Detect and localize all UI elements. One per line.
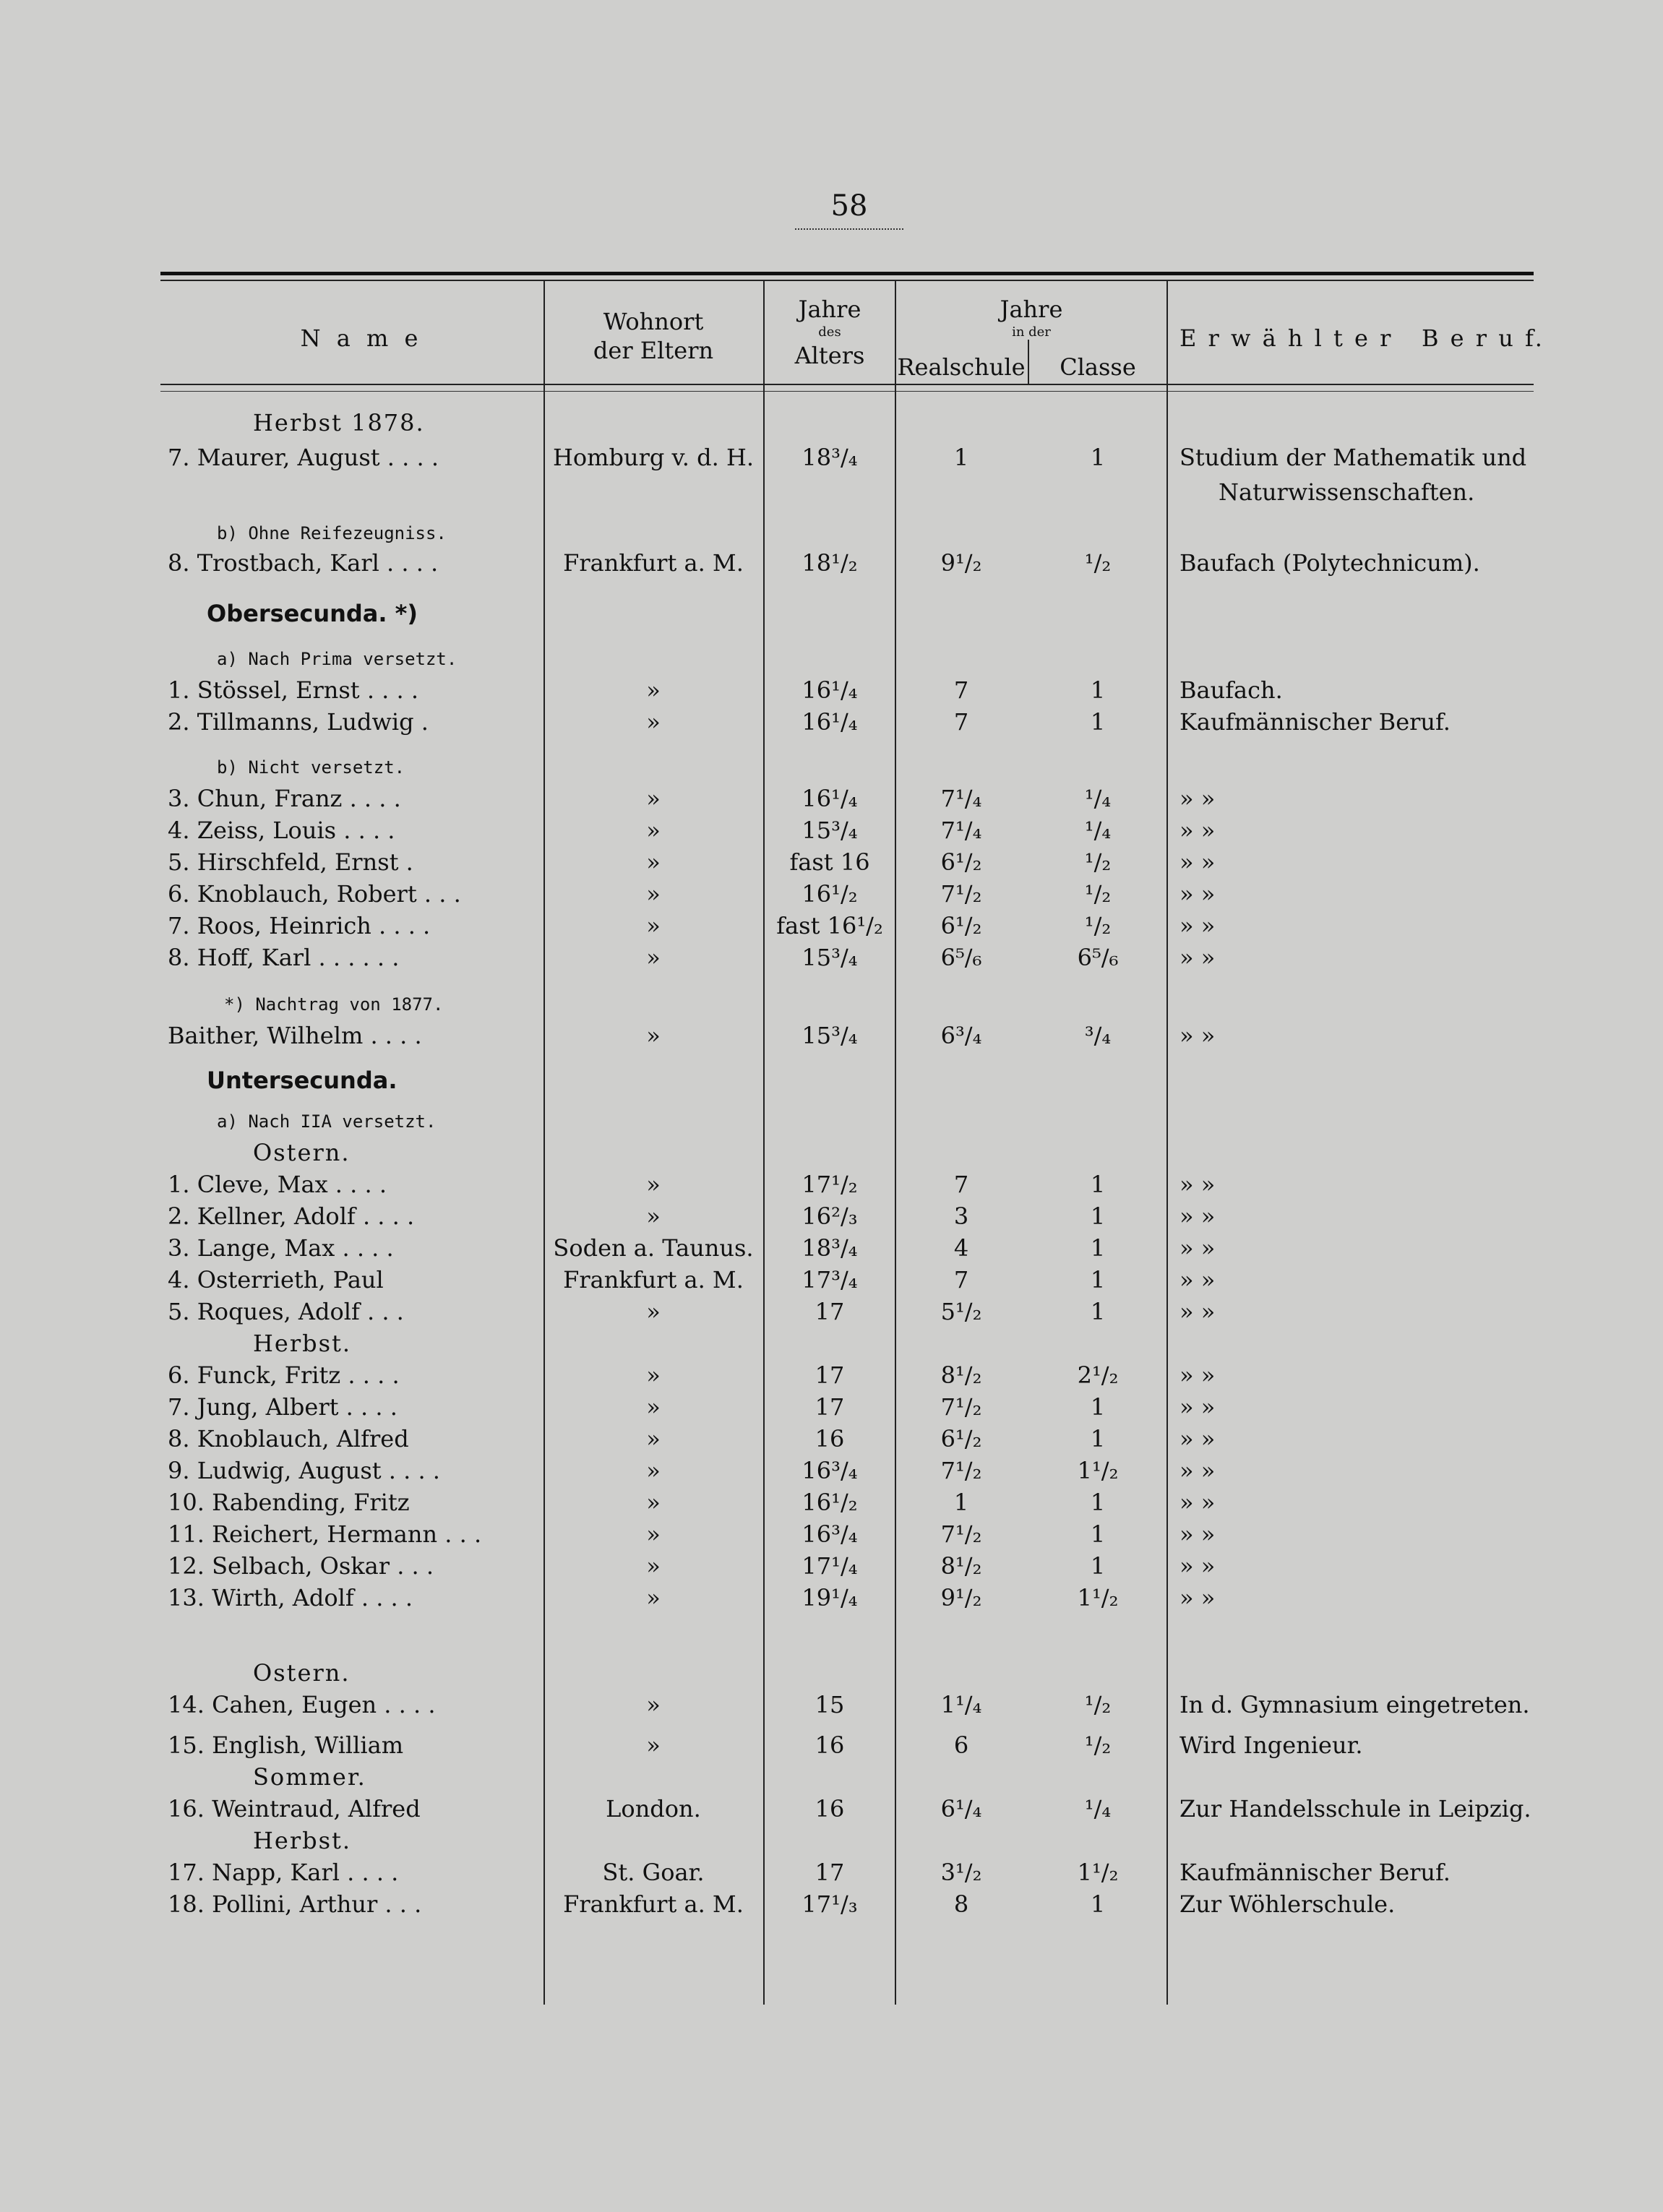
parents-residence: » xyxy=(646,848,661,876)
parents-residence: » xyxy=(646,1022,661,1049)
years-in-realschule: 6¹/₂ xyxy=(940,848,982,876)
years-in-realschule: 7 xyxy=(953,676,969,704)
years-in-class: 1 xyxy=(1090,1202,1106,1230)
years-in-realschule: 4 xyxy=(953,1234,969,1262)
chosen-profession: » » xyxy=(1179,785,1216,812)
table-row xyxy=(0,1584,1663,1616)
section-title: Obersecunda. *) xyxy=(207,600,418,627)
student-name: 13. Wirth, Adolf . . . . xyxy=(168,1584,413,1611)
header-name: N a m e xyxy=(300,324,423,352)
subsection-label: *) Nachtrag von 1877. xyxy=(224,994,444,1015)
season-label: Ostern. xyxy=(253,1139,351,1166)
student-name: 3. Chun, Franz . . . . xyxy=(168,785,401,812)
chosen-profession: » » xyxy=(1179,1298,1216,1325)
age-years: 16¹/₄ xyxy=(802,785,858,812)
age-years: 17³/₄ xyxy=(802,1266,858,1294)
age-years: 17 xyxy=(815,1393,845,1421)
age-years: 17 xyxy=(815,1361,845,1389)
student-name: 17. Napp, Karl . . . . xyxy=(168,1859,399,1886)
subsection-heading xyxy=(0,990,1663,1022)
chosen-profession: » » xyxy=(1179,912,1216,939)
table-row xyxy=(0,1202,1663,1234)
years-in-class: 1 xyxy=(1090,1425,1106,1453)
student-name: 1. Cleve, Max . . . . xyxy=(168,1171,387,1198)
years-in-realschule: 9¹/₂ xyxy=(940,1584,982,1611)
student-name: 11. Reichert, Hermann . . . xyxy=(168,1520,482,1548)
table-row xyxy=(0,1266,1663,1298)
student-name: 4. Zeiss, Louis . . . . xyxy=(168,817,395,844)
table-row xyxy=(0,549,1663,581)
years-in-class: 1 xyxy=(1090,1266,1106,1294)
table-row xyxy=(0,817,1663,848)
section-heading xyxy=(0,600,1663,632)
table-row xyxy=(0,1298,1663,1330)
parents-residence: » xyxy=(646,1584,661,1611)
years-in-class: ¹/₂ xyxy=(1084,912,1112,939)
chosen-profession: » » xyxy=(1179,1552,1216,1580)
header-classe: Classe xyxy=(1060,353,1136,381)
age-years: 16 xyxy=(815,1795,845,1822)
years-in-realschule: 3¹/₂ xyxy=(940,1859,982,1886)
years-in-class: 1¹/₂ xyxy=(1077,1584,1119,1611)
parents-residence: » xyxy=(646,912,661,939)
parents-residence: Frankfurt a. M. xyxy=(563,549,744,577)
chosen-profession: » » xyxy=(1179,1520,1216,1548)
table-row xyxy=(0,1552,1663,1584)
years-in-class: 1¹/₂ xyxy=(1077,1859,1119,1886)
student-name: 7. Maurer, August . . . . xyxy=(168,444,439,471)
student-name: 9. Ludwig, August . . . . xyxy=(168,1457,440,1484)
years-in-class: ¹/₄ xyxy=(1084,1795,1112,1822)
age-years: 16³/₄ xyxy=(802,1457,858,1484)
years-in-class: 2¹/₂ xyxy=(1077,1361,1119,1389)
student-name: 8. Knoblauch, Alfred xyxy=(168,1425,409,1453)
age-years: 16³/₄ xyxy=(802,1520,858,1548)
season-label: Herbst 1878. xyxy=(253,409,425,436)
parents-residence: » xyxy=(646,1361,661,1389)
years-in-realschule: 7¹/₄ xyxy=(940,817,982,844)
chosen-profession: Zur Handelsschule in Leipzig. xyxy=(1179,1795,1531,1822)
parents-residence: Soden a. Taunus. xyxy=(553,1234,754,1262)
parents-residence: Frankfurt a. M. xyxy=(563,1890,744,1918)
age-years: 18³/₄ xyxy=(802,444,858,471)
age-years: 17¹/₄ xyxy=(802,1552,858,1580)
table-row xyxy=(0,1361,1663,1393)
season-heading xyxy=(0,1763,1663,1795)
season-heading xyxy=(0,409,1663,441)
chosen-profession: » » xyxy=(1179,1022,1216,1049)
student-name: 6. Knoblauch, Robert . . . xyxy=(168,880,461,908)
years-in-class: ¹/₂ xyxy=(1084,549,1112,577)
years-in-realschule: 7 xyxy=(953,708,969,736)
table-row xyxy=(0,1022,1663,1054)
parents-residence: » xyxy=(646,944,661,971)
chosen-profession: Wird Ingenieur. xyxy=(1179,1731,1363,1759)
top-rule xyxy=(160,272,1534,275)
years-in-class: 1 xyxy=(1090,1234,1106,1262)
years-in-realschule: 6¹/₄ xyxy=(940,1795,982,1822)
age-years: 16¹/₂ xyxy=(802,880,858,908)
student-name: 5. Hirschfeld, Ernst . xyxy=(168,848,413,876)
parents-residence: » xyxy=(646,785,661,812)
chosen-profession: » » xyxy=(1179,1457,1216,1484)
parents-residence: » xyxy=(646,708,661,736)
table-row xyxy=(0,676,1663,708)
chosen-profession: Naturwissenschaften. xyxy=(1219,478,1475,506)
subsection-heading xyxy=(0,519,1663,551)
season-heading xyxy=(0,1659,1663,1691)
years-in-class: 1 xyxy=(1090,1489,1106,1516)
header-jahre-alters: Jahre des Alters xyxy=(794,296,865,369)
student-name: 18. Pollini, Arthur . . . xyxy=(168,1890,422,1918)
chosen-profession: » » xyxy=(1179,1266,1216,1294)
years-in-class: ¹/₂ xyxy=(1084,880,1112,908)
chosen-profession: » » xyxy=(1179,1584,1216,1611)
parents-residence: » xyxy=(646,1691,661,1718)
chosen-profession: Zur Wöhlerschule. xyxy=(1179,1890,1396,1918)
parents-residence: » xyxy=(646,1298,661,1325)
table-row-continuation xyxy=(0,478,1663,510)
chosen-profession: » » xyxy=(1179,1489,1216,1516)
subsection-label: a) Nach IIA versetzt. xyxy=(217,1111,437,1132)
header-rule-thin xyxy=(160,391,1534,392)
years-in-realschule: 8 xyxy=(953,1890,969,1918)
years-in-realschule: 5¹/₂ xyxy=(940,1298,982,1325)
table-row xyxy=(0,1890,1663,1922)
student-name: 10. Rabending, Fritz xyxy=(168,1489,410,1516)
years-in-class: 1¹/₂ xyxy=(1077,1457,1119,1484)
age-years: fast 16¹/₂ xyxy=(776,912,883,939)
age-years: 15 xyxy=(815,1691,845,1718)
header-jahre-in-der: Jahre in der xyxy=(1000,296,1063,340)
subsection-heading xyxy=(0,753,1663,785)
age-years: 15³/₄ xyxy=(802,944,858,971)
header-realschule: Realschule xyxy=(897,353,1026,381)
years-in-class: 1 xyxy=(1090,676,1106,704)
chosen-profession: » » xyxy=(1179,1202,1216,1230)
parents-residence: St. Goar. xyxy=(602,1859,705,1886)
table-row xyxy=(0,708,1663,740)
age-years: 17¹/₃ xyxy=(802,1890,858,1918)
student-name: 16. Weintraud, Alfred xyxy=(168,1795,421,1822)
years-in-realschule: 7¹/₂ xyxy=(940,1520,982,1548)
years-in-class: ¹/₄ xyxy=(1084,785,1112,812)
parents-residence: London. xyxy=(606,1795,701,1822)
table-row xyxy=(0,444,1663,475)
years-in-realschule: 7¹/₂ xyxy=(940,1393,982,1421)
chosen-profession: Baufach. xyxy=(1179,676,1283,704)
years-in-realschule: 6³/₄ xyxy=(940,1022,982,1049)
years-in-class: 1 xyxy=(1090,1520,1106,1548)
season-label: Herbst. xyxy=(253,1827,352,1854)
chosen-profession: Baufach (Polytechnicum). xyxy=(1179,549,1480,577)
age-years: 16¹/₂ xyxy=(802,1489,858,1516)
years-in-class: 1 xyxy=(1090,1298,1106,1325)
student-name: 1. Stössel, Ernst . . . . xyxy=(168,676,419,704)
table-row xyxy=(0,1171,1663,1202)
subsection-label: b) Ohne Reifezeugniss. xyxy=(217,523,447,543)
student-name: 15. English, William xyxy=(168,1731,404,1759)
parents-residence: » xyxy=(646,880,661,908)
season-heading xyxy=(0,1139,1663,1171)
subsection-heading xyxy=(0,645,1663,676)
years-in-class: 1 xyxy=(1090,1890,1106,1918)
table-row xyxy=(0,1859,1663,1890)
years-in-realschule: 3 xyxy=(953,1202,969,1230)
chosen-profession: » » xyxy=(1179,1234,1216,1262)
years-in-class: ¹/₂ xyxy=(1084,848,1112,876)
years-in-class: 1 xyxy=(1090,444,1106,471)
years-in-realschule: 1¹/₄ xyxy=(940,1691,982,1718)
years-in-class: ¹/₂ xyxy=(1084,1731,1112,1759)
years-in-realschule: 6¹/₂ xyxy=(940,1425,982,1453)
column-divider-short xyxy=(1028,340,1029,384)
subsection-label: a) Nach Prima versetzt. xyxy=(217,649,457,669)
parents-residence: » xyxy=(646,1731,661,1759)
student-name: 7. Roos, Heinrich . . . . xyxy=(168,912,431,939)
years-in-class: ¹/₂ xyxy=(1084,1691,1112,1718)
table-row xyxy=(0,1234,1663,1266)
student-name: 5. Roques, Adolf . . . xyxy=(168,1298,404,1325)
table-row xyxy=(0,848,1663,880)
table-row xyxy=(0,1520,1663,1552)
chosen-profession: » » xyxy=(1179,1425,1216,1453)
age-years: 19¹/₄ xyxy=(802,1584,858,1611)
student-name: 3. Lange, Max . . . . xyxy=(168,1234,394,1262)
section-title: Untersecunda. xyxy=(207,1067,398,1094)
table-row xyxy=(0,1457,1663,1489)
student-name: 12. Selbach, Oskar . . . xyxy=(168,1552,434,1580)
student-name: 4. Osterrieth, Paul xyxy=(168,1266,384,1294)
season-label: Ostern. xyxy=(253,1659,351,1687)
chosen-profession: Kaufmännischer Beruf. xyxy=(1179,708,1451,736)
student-name: 8. Trostbach, Karl . . . . xyxy=(168,549,439,577)
table-row xyxy=(0,1425,1663,1457)
age-years: 16 xyxy=(815,1731,845,1759)
header-rule xyxy=(160,384,1534,385)
age-years: 18¹/₂ xyxy=(802,549,858,577)
season-heading xyxy=(0,1827,1663,1859)
parents-residence: Frankfurt a. M. xyxy=(563,1266,744,1294)
section-heading xyxy=(0,1067,1663,1098)
student-name: 8. Hoff, Karl . . . . . . xyxy=(168,944,400,971)
parents-residence: » xyxy=(646,1425,661,1453)
years-in-realschule: 8¹/₂ xyxy=(940,1361,982,1389)
student-name: 6. Funck, Fritz . . . . xyxy=(168,1361,400,1389)
chosen-profession: Kaufmännischer Beruf. xyxy=(1179,1859,1451,1886)
age-years: 17 xyxy=(815,1859,845,1886)
years-in-class: 1 xyxy=(1090,1393,1106,1421)
chosen-profession: » » xyxy=(1179,848,1216,876)
table-row xyxy=(0,1691,1663,1723)
page-number-ornament xyxy=(795,224,903,230)
years-in-realschule: 7 xyxy=(953,1266,969,1294)
parents-residence: Homburg v. d. H. xyxy=(552,444,755,471)
years-in-realschule: 1 xyxy=(953,1489,969,1516)
chosen-profession: Studium der Mathematik und xyxy=(1179,444,1527,471)
age-years: 16¹/₄ xyxy=(802,708,858,736)
years-in-realschule: 7 xyxy=(953,1171,969,1198)
parents-residence: » xyxy=(646,1552,661,1580)
table-row xyxy=(0,785,1663,817)
age-years: fast 16 xyxy=(789,848,870,876)
student-name: 2. Kellner, Adolf . . . . xyxy=(168,1202,415,1230)
years-in-realschule: 7¹/₂ xyxy=(940,1457,982,1484)
table-row xyxy=(0,944,1663,976)
years-in-class: 1 xyxy=(1090,708,1106,736)
years-in-realschule: 7¹/₄ xyxy=(940,785,982,812)
years-in-realschule: 6¹/₂ xyxy=(940,912,982,939)
chosen-profession: » » xyxy=(1179,817,1216,844)
parents-residence: » xyxy=(646,1520,661,1548)
table-row xyxy=(0,912,1663,944)
years-in-class: 6⁵/₆ xyxy=(1077,944,1119,971)
table-row xyxy=(0,1795,1663,1827)
chosen-profession: » » xyxy=(1179,1361,1216,1389)
parents-residence: » xyxy=(646,1202,661,1230)
table-row xyxy=(0,880,1663,912)
student-name: 7. Jung, Albert . . . . xyxy=(168,1393,398,1421)
parents-residence: » xyxy=(646,676,661,704)
years-in-class: 1 xyxy=(1090,1552,1106,1580)
table-row xyxy=(0,1393,1663,1425)
subsection-label: b) Nicht versetzt. xyxy=(217,757,405,778)
age-years: 16¹/₄ xyxy=(802,676,858,704)
age-years: 17¹/₂ xyxy=(802,1171,858,1198)
years-in-class: ³/₄ xyxy=(1084,1022,1112,1049)
season-label: Herbst. xyxy=(253,1330,352,1357)
years-in-realschule: 6⁵/₆ xyxy=(940,944,982,971)
age-years: 17 xyxy=(815,1298,845,1325)
student-name: Baither, Wilhelm . . . . xyxy=(168,1022,422,1049)
header-wohnort: Wohnort der Eltern xyxy=(593,308,714,364)
parents-residence: » xyxy=(646,817,661,844)
student-name: 2. Tillmanns, Ludwig . xyxy=(168,708,429,736)
chosen-profession: » » xyxy=(1179,1393,1216,1421)
years-in-realschule: 7¹/₂ xyxy=(940,880,982,908)
years-in-realschule: 6 xyxy=(953,1731,969,1759)
season-heading xyxy=(0,1330,1663,1361)
page-number: 58 xyxy=(830,189,868,223)
parents-residence: » xyxy=(646,1489,661,1516)
chosen-profession: » » xyxy=(1179,880,1216,908)
table-row xyxy=(0,1731,1663,1763)
years-in-realschule: 1 xyxy=(953,444,969,471)
years-in-realschule: 8¹/₂ xyxy=(940,1552,982,1580)
parents-residence: » xyxy=(646,1393,661,1421)
table-row xyxy=(0,1489,1663,1520)
student-name: 14. Cahen, Eugen . . . . xyxy=(168,1691,436,1718)
subsection-heading xyxy=(0,1107,1663,1139)
years-in-class: ¹/₄ xyxy=(1084,817,1112,844)
age-years: 15³/₄ xyxy=(802,817,858,844)
top-rule-thin xyxy=(160,280,1534,281)
header-beruf: E r w ä h l t e r B e r u f. xyxy=(1179,324,1544,352)
years-in-class: 1 xyxy=(1090,1171,1106,1198)
chosen-profession: » » xyxy=(1179,944,1216,971)
age-years: 18³/₄ xyxy=(802,1234,858,1262)
chosen-profession: » » xyxy=(1179,1171,1216,1198)
season-label: Sommer. xyxy=(253,1763,366,1791)
age-years: 16 xyxy=(815,1425,845,1453)
parents-residence: » xyxy=(646,1171,661,1198)
age-years: 16²/₃ xyxy=(802,1202,858,1230)
years-in-realschule: 9¹/₂ xyxy=(940,549,982,577)
chosen-profession: In d. Gymnasium eingetreten. xyxy=(1179,1691,1530,1718)
age-years: 15³/₄ xyxy=(802,1022,858,1049)
parents-residence: » xyxy=(646,1457,661,1484)
